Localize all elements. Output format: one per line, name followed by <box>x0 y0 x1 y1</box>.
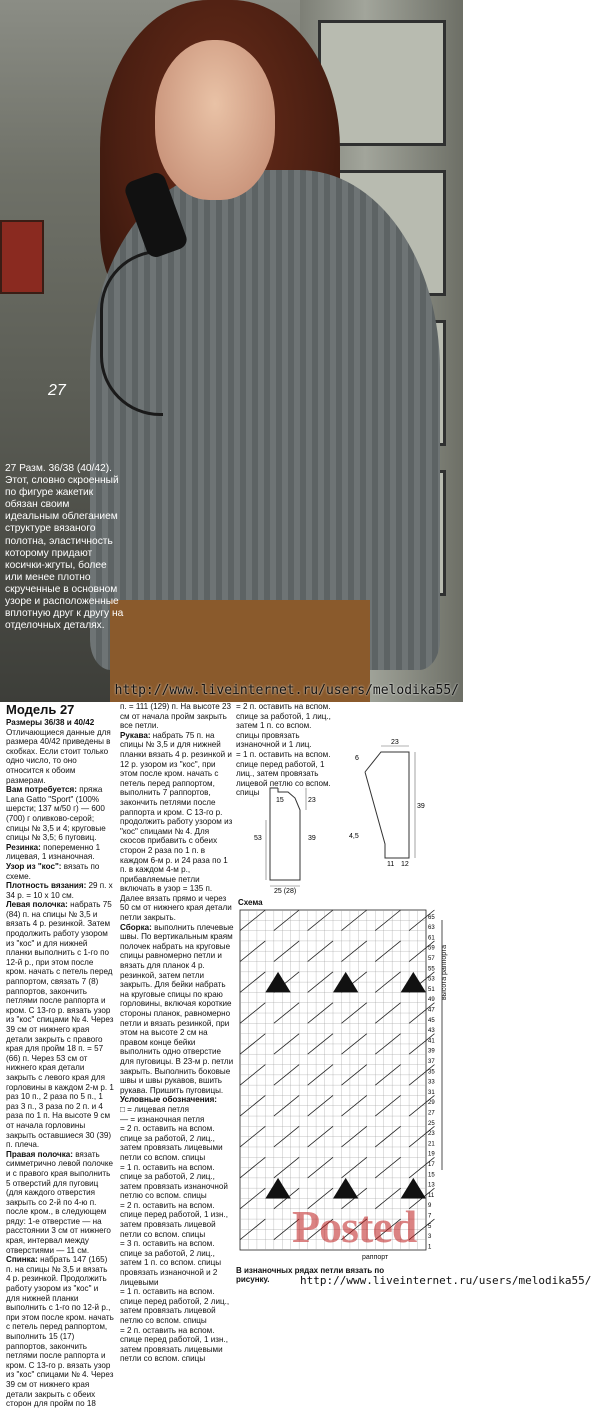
chart-row-number: 59 <box>428 945 435 952</box>
paragraph <box>6 1150 114 1256</box>
chart-row-number: 39 <box>428 1048 435 1055</box>
paragraph <box>6 881 114 900</box>
paragraph <box>236 702 332 750</box>
watermark-bottom[interactable]: http://www.liveinternet.ru/users/melodika55/ <box>300 1274 591 1287</box>
chart-row-number: 23 <box>428 1131 435 1138</box>
paragraph-heading: Размеры 36/38 и 40/42 <box>6 718 95 727</box>
paragraph <box>6 728 114 786</box>
chart-row-number: 29 <box>428 1100 435 1107</box>
chart-row-number: 1 <box>428 1244 432 1251</box>
chart-row-number: 45 <box>428 1017 435 1024</box>
paragraph-heading: Резинка: <box>6 842 41 852</box>
dim-label: 11 <box>387 861 395 868</box>
paragraph-heading: Сборка: <box>120 922 152 932</box>
front-pattern-diagram <box>240 780 350 895</box>
dim-label: 4,5 <box>349 833 359 840</box>
photo-caption: 27 Разм. 36/38 (40/42). Этот, словно скроенный по фигуре жакетик обязан своим идеальным облеганием структуре вязаного полотна, эластичность которому придают косички-жгуты, более или менее плотно скрученные в основном узоре и расположенные вплотную друг к другу на отделочных деталях. <box>5 463 124 632</box>
model-photo <box>0 0 463 702</box>
paragraph-text: выполнить плечевые швы. По вертикальным краям полочек набрать на круговые спицы равномерно петли и вязать для планок 4 р. резинкой, затем петли закрыть. Для бейки набрать на круговые спицы по краю горловины, включая короткие стороны планок, равномерно петли и вязать резинкой, при этом на высоте 2 см на правом конце бейки выполнить одно отверстие для пуговицы. В 23-м р. петли закрыть. Выполнить боковые швы и швы рукавов, вшить рукава. Пришить пуговицы. <box>120 922 234 1095</box>
dim-label: 23 <box>391 739 399 746</box>
height-label: высота раппорта <box>441 944 448 1000</box>
dim-label: 23 <box>308 797 316 804</box>
paragraph <box>120 1287 234 1325</box>
face <box>155 40 275 200</box>
paragraph-text: = 2 п. оставить на вспом. спице за работой, 1 лиц., затем 1 п. со вспом. спицы провязать изнаночной и 1 лиц. <box>236 702 331 750</box>
paragraph-text: вязать по схеме. <box>6 861 100 881</box>
chart-row-number: 7 <box>428 1213 432 1220</box>
paragraph-text: = 2 п. оставить на вспом. спице перед работой, 1 изн., затем провязать лицевой петли со вспом. спицы <box>120 1200 228 1239</box>
dim-label: 6 <box>355 755 359 762</box>
chart-row-number: 5 <box>428 1223 432 1230</box>
chart-row-number: 33 <box>428 1079 435 1086</box>
dim-label: 25 (28) <box>274 888 297 895</box>
paragraph <box>120 1201 234 1239</box>
chart-row-number: 19 <box>428 1151 435 1158</box>
chart-row-number: 11 <box>428 1192 435 1199</box>
column-2 <box>120 702 234 1364</box>
chart-row-number: 63 <box>428 925 435 932</box>
paragraph-text: = 3 п. оставить на вспом. спице за работой, 2 лиц., затем 1 п. со вспом. спицы провязать изнаночной и 2 лицевыми <box>120 1239 222 1287</box>
chart-row-number: 3 <box>428 1234 432 1241</box>
paragraph-text: набрать 75 (84) п. на спицы № 3,5 и вязать 4 р. резинкой. Затем продолжить работу узором из "кос" и для нижней планки выполнить с 1-го по 12-й р., при этом после кром. начать с петель перед раппортом, связать 7 (8) раппортов, закончить петлями после раппорта и кром. С 13-го р. вязать узор из "кос" спицами № 4. Через 39 см от нижнего края детали закрыть с правого края для пройм 18 п. = 57 (66) п. Через 53 см от нижнего края детали закрыть с левого края для горловины в каждом 2-м р. 1 раз 10 п., 2 раза по 5 п., 1 раз 3 п., 3 раза по 2 п. и 4 раза по 1 п. На высоте 9 см от начала горловины закрыть оставшиеся 30 (39) п. плеча. <box>6 900 114 1150</box>
sleeve-pattern-diagram <box>345 738 463 868</box>
chart-row-number: 53 <box>428 976 435 983</box>
paragraph <box>120 1105 234 1115</box>
chart-row-number: 25 <box>428 1120 435 1127</box>
chart-row-number: 37 <box>428 1059 435 1065</box>
paragraph <box>120 1095 234 1105</box>
chart-row-number: 27 <box>428 1110 435 1117</box>
paragraph <box>120 1124 234 1162</box>
paragraph-text: Отличающиеся данные для размера 40/42 приведены в скобках. Если стоит только одно число, то оно относится к обоим размерам. <box>6 727 111 785</box>
paragraph <box>120 1239 234 1287</box>
paragraph-text: = 1 п. оставить на вспом. спице перед работой, 1 лиц., затем провязать лицевой петлю со вспом. спицы <box>236 749 331 798</box>
paragraph-heading: Плотность вязания: <box>6 881 87 891</box>
paragraph-text: набрать 75 п. на спицы № 3,5 и для нижней планки вязать 4 р. резинкой и 12 р. узором из "кос", при этом после кром. начать с петель перед раппортом, выполнить 7 раппортов, закончить петлями после раппорта и кром. С 13-го р. продолжить работу узором из "кос" спицами № 4. Для скосов прибавить с обеих сторон 2 раза по 1 п. в каждом 6-м р. и 24 раза по 1 п. в каждом 4-м р., прибавляемые петли включать в узор = 135 п. Далее вязать прямо и через 50 см от нижнего края детали петли закрыть. <box>120 730 233 923</box>
chart-row-number: 61 <box>428 935 435 942</box>
paragraph <box>6 862 114 881</box>
rapport-label: раппорт <box>362 1254 389 1261</box>
chart-row-number: 17 <box>428 1162 435 1169</box>
chart-row-number: 21 <box>428 1141 435 1148</box>
paragraph-heading: Рукава: <box>120 730 151 740</box>
dim-label: 39 <box>417 803 425 810</box>
paragraph <box>6 843 114 862</box>
chart-row-number: 43 <box>428 1028 435 1035</box>
paragraph-text: = 2 п. оставить на вспом. спице перед работой, 1 изн., затем провязать лицевыми петли со вспом. спицы <box>120 1325 228 1364</box>
model-title: Модель 27 <box>6 702 75 717</box>
paragraph <box>120 702 234 731</box>
bottom-note: В изнаночных рядах петли вязать по рисунку. <box>236 1266 385 1284</box>
paragraph-text: = 2 п. оставить на вспом. спице за работой, 2 лиц., затем провязать лицевыми петли со вспом. спицы <box>120 1124 223 1162</box>
posted-watermark: Posted <box>292 1201 417 1252</box>
chart-row-number: 9 <box>428 1203 432 1210</box>
chart-row-number: 47 <box>428 1007 435 1014</box>
paragraph-text: пряжа Lana Gatto "Sport" (100% шерсти; 137 м/50 г) — 600 (700) г оливково-серой; спицы № 3,5 и 4; круговые спицы № 3,5; 6 пуговиц. <box>6 785 106 843</box>
chart-row-number: 55 <box>428 966 435 973</box>
dim-label: 53 <box>254 835 262 842</box>
schema-title: Схема <box>238 898 263 907</box>
cardigan <box>90 170 440 670</box>
paragraph-heading: Условные обозначения: <box>120 1095 218 1105</box>
paragraph <box>120 923 234 1096</box>
paragraph <box>120 1326 234 1364</box>
paragraph <box>6 785 114 843</box>
paragraph <box>6 1255 114 1409</box>
paragraph-text: п. = 111 (129) п. На высоте 23 см от начала пройм закрыть все петли. <box>120 702 231 731</box>
paragraph <box>6 718 114 728</box>
paragraph-text: вязать симметрично левой полочке и с правого края выполнить 5 отверстий для пуговиц (для каждого отверстия закрыть со 2-й по 4-ю п. после кром., в следующем ряду: 1-е отверстие — на расстоянии 3 см от нижнего края, интервал между отверстиями — 11 см. <box>6 1149 113 1255</box>
paragraph-text: = 1 п. оставить на вспом. спице перед работой, 2 лиц., затем провязать лицевой петлю со вспом. спицы <box>120 1287 230 1325</box>
paragraph-heading: Узор из "кос": <box>6 861 62 871</box>
chart-row-number: 65 <box>428 914 435 921</box>
paragraph-text: — = изнаночная петля <box>120 1114 205 1124</box>
column-1 <box>6 702 114 1409</box>
payphone <box>0 220 44 294</box>
chart-row-number: 35 <box>428 1069 435 1076</box>
dim-label: 39 <box>308 835 316 842</box>
paragraph-text: набрать 147 (165) п. на спицы № 3,5 и вязать 4 р. резинкой. Продолжить работу узором из "кос" и для нижней планки выполнить с 1-го по 12-й р., при этом после кром. начать с петель перед раппортом, выполнить 15 (17) раппортов, закончить петлями после раппорта и кром. С 13-го р. вязать узор из "кос" спицами № 4. Через 39 см от нижнего края детали закрыть с обеих сторон для пройм по 18 <box>6 1255 114 1409</box>
paragraph-text: попеременно 1 лицевая, 1 изнаночная. <box>6 842 101 862</box>
watermark-top[interactable]: http://www.liveinternet.ru/users/melodika55/ <box>114 683 459 698</box>
chart-row-number: 15 <box>428 1172 435 1179</box>
chart-row-number: 51 <box>428 986 435 993</box>
chart-row-number: 57 <box>428 955 435 962</box>
chart-row-number: 41 <box>428 1038 435 1045</box>
paragraph-text: = 1 п. оставить на вспом. спице за работой, 2 лиц., затем провязать изнаночной петлю со вспом. спицы <box>120 1162 228 1201</box>
paragraph <box>6 900 114 1149</box>
photo-number: 27 <box>48 382 66 399</box>
paragraph-text: 29 п. х 34 р. = 10 х 10 см. <box>6 881 113 900</box>
paragraph <box>120 731 234 923</box>
paragraph-heading: Спинка: <box>6 1255 38 1265</box>
dim-label: 15 <box>276 797 284 804</box>
chart-row-number: 13 <box>428 1182 435 1189</box>
chart-row-number: 31 <box>428 1089 435 1096</box>
paragraph-heading: Левая полочка: <box>6 900 68 910</box>
paragraph <box>120 1163 234 1201</box>
dim-label: 12 <box>401 861 409 868</box>
paragraph <box>120 1115 234 1125</box>
paragraph-heading: Вам потребуется: <box>6 785 77 795</box>
chart-row-number: 49 <box>428 997 435 1004</box>
paragraph-text: □ = лицевая петля <box>120 1104 189 1114</box>
paragraph-heading: Правая полочка: <box>6 1149 73 1159</box>
